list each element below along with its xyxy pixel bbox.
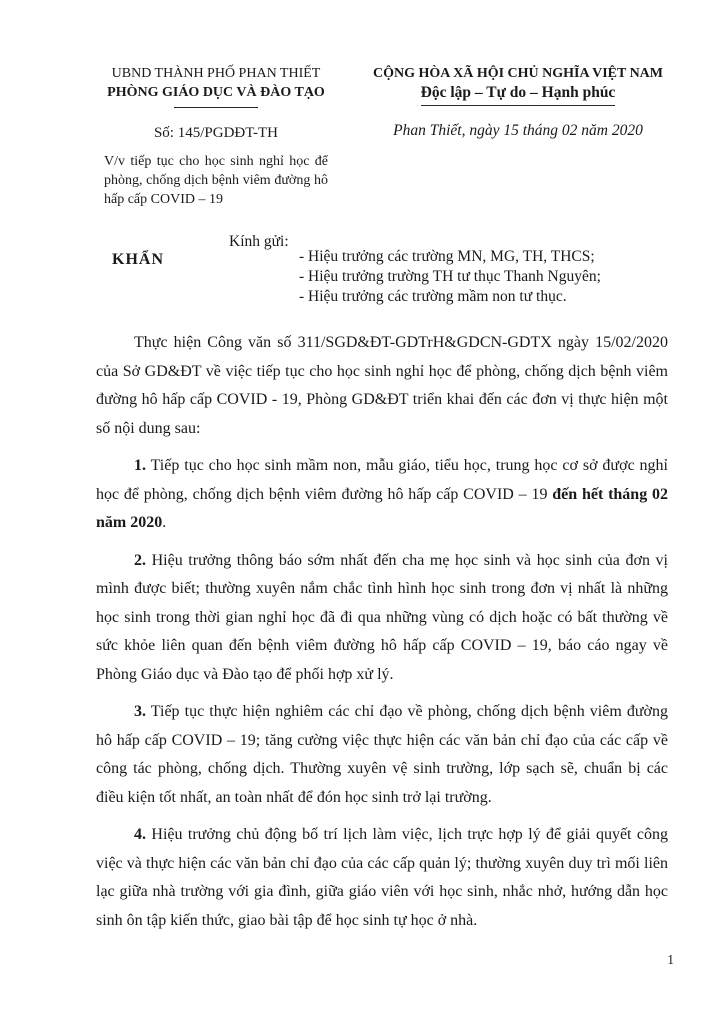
page-number: 1	[667, 952, 674, 967]
recipient-item: - Hiệu trưởng trường TH tư thục Thanh Nguyên;	[299, 268, 601, 285]
recipient-item: - Hiệu trưởng các trường MN, MG, TH, THCS;	[299, 248, 595, 265]
bold-text-run: 1.	[134, 457, 146, 474]
national-motto-block	[368, 64, 668, 141]
body-paragraph-3	[96, 547, 668, 690]
bold-text-run: 4.	[134, 826, 146, 843]
text-run: .	[162, 514, 167, 531]
national-motto: Độc lập – Tự do – Hạnh phúc	[421, 83, 616, 106]
issuing-authority-block	[96, 64, 336, 209]
body-paragraph-4	[96, 698, 668, 812]
bold-text-run: 2.	[134, 551, 146, 569]
text-run: Hiệu trưởng chủ động bố trí lịch làm việc, lịch trực hợp lý để giải quyết công việc và thực hiện các văn bản chỉ đạo của các cấp quản lý; thường xuyên duy trì mối liên lạc giữa nhà trường với gia đình, giữa giáo viên với học sinh, nhắc nhở, hướng dẫn học sinh ôn tập kiến thức, giao bài tập để học sinh tự học ở nhà.	[96, 826, 668, 929]
doc-subject: V/v tiếp tục cho học sinh nghỉ học để phòng, chống dịch bệnh viêm đường hô hấp cấp COVID – 19	[104, 154, 328, 207]
country-name: CỘNG HÒA XÃ HỘI CHỦ NGHĨA VIỆT NAM	[372, 66, 663, 81]
body-paragraph-1	[96, 329, 668, 443]
place-and-date: Phan Thiết, ngày 15 tháng 02 năm 2020	[393, 122, 643, 139]
greeting-label: Kính gửi:	[229, 233, 289, 250]
bold-text-run: 3.	[134, 703, 146, 720]
text-run: Tiếp tục thực hiện nghiêm các chỉ đạo về phòng, chống dịch bệnh viêm đường hô hấp cấp COVID – 19; tăng cường việc thực hiện các văn bản chỉ đạo của các cấp về công tác phòng, chống dịch. Thường xuyên vệ sinh trường, lớp sạch sẽ, chuẩn bị các điều kiện tốt nhất, an toàn nhất để đón học sinh trở lại trường.	[96, 703, 668, 806]
body-paragraph-5	[96, 821, 668, 935]
org-name-underline	[174, 107, 258, 108]
doc-number: Số: 145/PGDĐT-TH	[153, 125, 279, 141]
text-run: Thực hiện Công văn số 311/SGD&ĐT-GDTrH&GDCN-GDTX ngày 15/02/2020 của Sở GD&ĐT về việc tiếp tục cho học sinh nghỉ học để phòng, chống dịch bệnh viêm đường hô hấp cấp COVID - 19, Phòng GD&ĐT triển khai đến các đơn vị thực hiện một số nội dung sau:	[96, 334, 668, 437]
recipient-item: - Hiệu trưởng các trường mầm non tư thục.	[299, 288, 567, 305]
text-run: Hiệu trưởng thông báo sớm nhất đến cha mẹ học sinh và học sinh của đơn vị mình được biết; thường xuyên nắm chắc tình hình học sinh trong đơn vị nhất là những học sinh trong thời gian nghỉ học đã đi qua những vùng có dịch hoặc có bất thường về sức khỏe liên quan đến bệnh viêm đường hô hấp cấp COVID – 19, báo cáo ngay về Phòng Giáo dục và Đào tạo để phối hợp xử lý.	[96, 551, 668, 683]
urgency-stamp: KHẨN	[112, 251, 164, 268]
salutation-section	[96, 232, 668, 310]
document-body	[96, 329, 668, 935]
body-paragraph-2	[96, 452, 668, 538]
text-run: Tiếp tục cho học sinh mầm non, mẫu giáo, tiểu học, trung học cơ sở được nghỉ học để phòng, chống dịch bệnh viêm đường hô hấp cấp COVID – 19	[96, 457, 668, 503]
motto-wrapper	[368, 83, 668, 106]
recipients-list	[299, 247, 601, 307]
org-name: PHÒNG GIÁO DỤC VÀ ĐÀO TẠO	[107, 85, 325, 100]
document-header	[96, 64, 668, 209]
parent-org-name: UBND THÀNH PHỐ PHAN THIẾT	[111, 66, 321, 81]
bold-text-run: đến hết tháng 02 năm 2020	[96, 485, 669, 531]
